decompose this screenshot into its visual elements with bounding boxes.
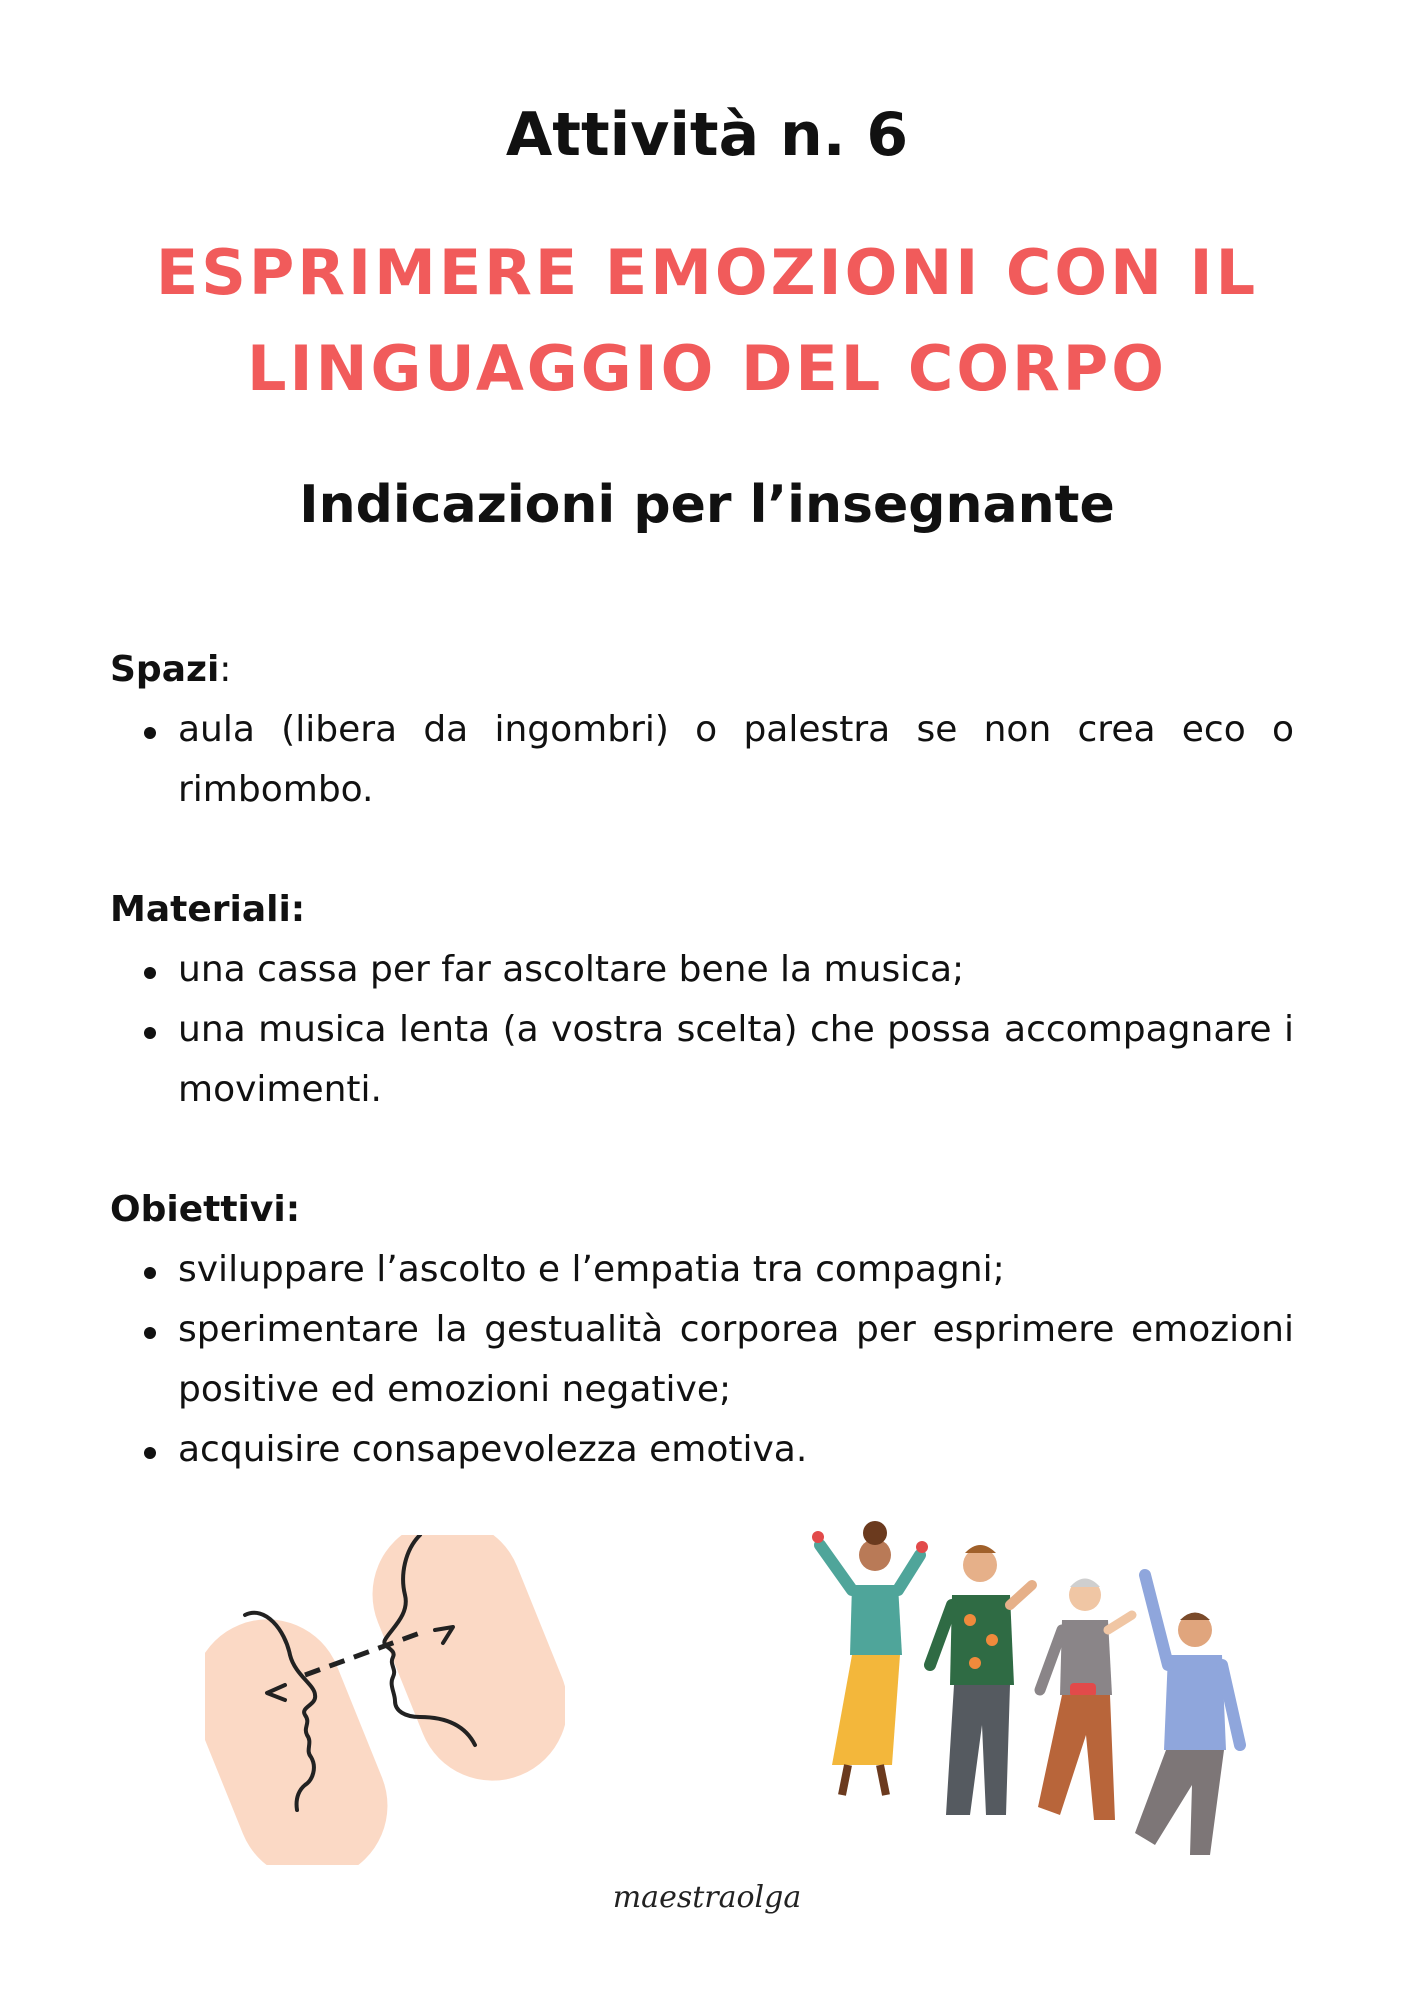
bullet-list-obiettivi [110, 1240, 1294, 1480]
list-item: sperimentare la gestualità corporea per esprimere emozioni positive ed emozioni negative; [110, 1300, 1294, 1420]
bullet-list-materiali [110, 940, 1294, 1120]
section-materiali [110, 880, 1294, 1120]
section-heading-colon: : [219, 649, 232, 690]
two-faces-illustration [205, 1535, 565, 1865]
list-item: una cassa per far ascoltare bene la musica; [110, 940, 1294, 1000]
dancer-4 [1135, 1575, 1240, 1855]
bullet-list-spazi [110, 700, 1294, 820]
list-item: una musica lenta (a vostra scelta) che possa accompagnare i movimenti. [110, 1000, 1294, 1120]
teacher-instructions-subtitle: Indicazioni per l’insegnante [299, 475, 1115, 535]
subject-title: ESPRIMERE EMOZIONI CON IL LINGUAGGIO DEL CORPO [155, 236, 1259, 405]
dancing-people-illustration [770, 1515, 1260, 1875]
list-item: aula (libera da ingombri) o palestra se non crea eco o rimbombo. [110, 700, 1294, 820]
signature-logo: maestraolga [612, 1880, 802, 1915]
section-heading-obiettivi: Obiettivi: [110, 1189, 301, 1230]
section-obiettivi [110, 1180, 1294, 1480]
activity-title: Attività n. 6 [505, 100, 909, 170]
section-heading-spazi: Spazi [110, 649, 220, 690]
dancer-1 [812, 1521, 928, 1795]
dancer-2 [930, 1545, 1032, 1815]
section-heading-materiali: Materiali: [110, 889, 306, 930]
dancer-3 [1038, 1579, 1132, 1821]
section-spazi [110, 640, 1294, 820]
list-item: acquisire consapevolezza emotiva. [110, 1420, 1294, 1480]
list-item: sviluppare l’ascolto e l’empatia tra compagni; [110, 1240, 1294, 1300]
